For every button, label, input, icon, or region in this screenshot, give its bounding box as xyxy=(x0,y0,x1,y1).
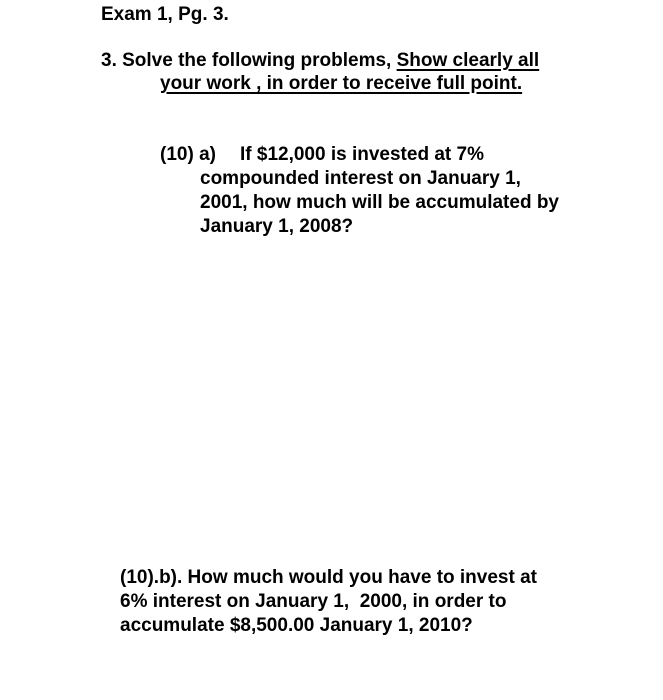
problem-a-line: compounded interest on January 1, xyxy=(200,168,521,189)
problem-a-line: If $12,000 is invested at 7% xyxy=(240,144,484,165)
problem-a-line: January 1, 2008? xyxy=(200,216,354,237)
problem-a-points: (10) a) xyxy=(160,144,216,165)
instructions-emphasis-1: Show clearly all xyxy=(396,50,540,71)
problem-a-line: 2001, how much will be accumulated by xyxy=(200,192,559,213)
problem-b-line: (10).b). How much would you have to invest at xyxy=(120,567,537,588)
page-title: Exam 1, Pg. 3. xyxy=(101,4,229,25)
instructions-lead: 3. Solve the following problems, xyxy=(101,50,397,71)
instructions-line-1 xyxy=(101,49,539,73)
problem-b-line: 6% interest on January 1, 2000, in order to xyxy=(120,591,507,612)
instructions-emphasis-2: your work , in order to receive full point. xyxy=(160,73,523,94)
problem-b-line: accumulate $8,500.00 January 1, 2010? xyxy=(120,615,473,636)
